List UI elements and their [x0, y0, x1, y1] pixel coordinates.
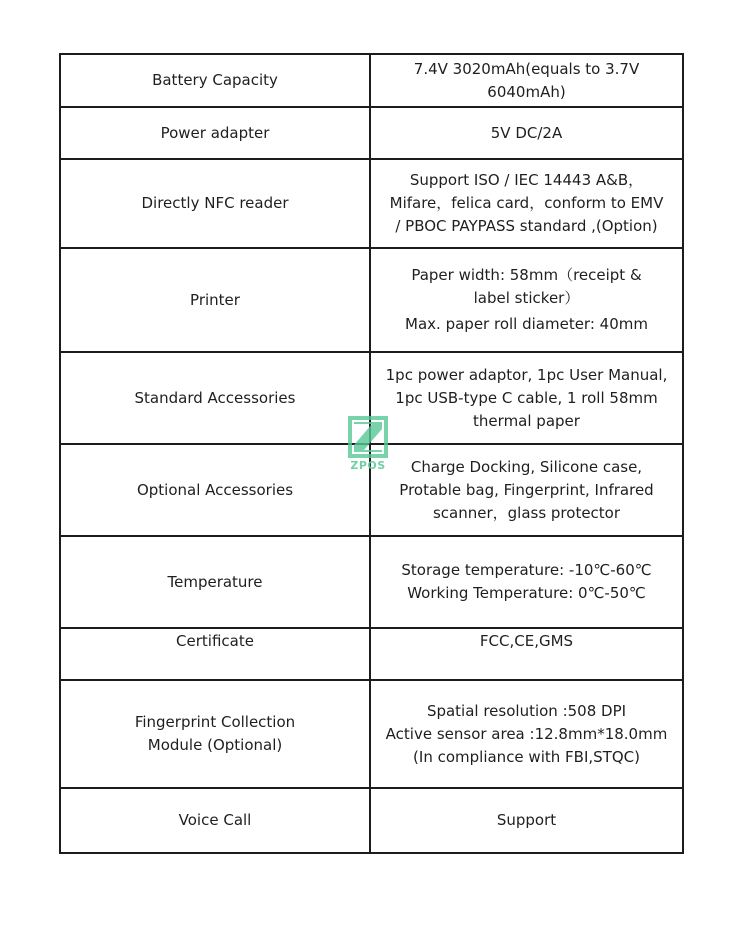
- spec-value: Spatial resolution :508 DPI: [426, 701, 627, 720]
- table-row: [60, 680, 683, 788]
- spec-label: Power adapter: [160, 123, 270, 142]
- spec-value: Max. paper roll diameter: 40mm: [405, 315, 648, 333]
- spec-value: label sticker）: [473, 289, 580, 307]
- spec-value: scanner，glass protector: [432, 503, 621, 522]
- spec-value-cell: [370, 628, 683, 680]
- table-row: [60, 788, 683, 853]
- spec-label: Certificate: [176, 632, 254, 650]
- spec-value-cell: [370, 680, 683, 788]
- spec-label-cell: [60, 248, 370, 352]
- spec-value-cell: [370, 536, 683, 628]
- spec-value: 1pc USB-type C cable, 1 roll 58mm: [395, 388, 658, 407]
- table-row: [60, 248, 683, 352]
- spec-value-cell: [370, 248, 683, 352]
- spec-value-cell: [370, 159, 683, 248]
- spec-value: FCC,CE,GMS: [479, 632, 574, 650]
- spec-table: [59, 53, 684, 854]
- spec-label: Fingerprint Collection: [134, 713, 296, 731]
- spec-value: (In compliance with FBI,STQC): [413, 747, 640, 766]
- spec-value: Paper width: 58mm（receipt &: [411, 266, 642, 284]
- spec-value: Mifare，felica card，conform to EMV: [389, 194, 664, 212]
- spec-label: Module (Optional): [147, 736, 283, 754]
- spec-value: 5V DC/2A: [490, 123, 563, 142]
- spec-label-cell: [60, 54, 370, 107]
- table-row: [60, 444, 683, 536]
- spec-label-cell: [60, 159, 370, 248]
- spec-label-cell: [60, 107, 370, 159]
- table-row: [60, 352, 683, 444]
- spec-value: Support: [496, 811, 557, 829]
- spec-label: Optional Accessories: [136, 480, 294, 499]
- table-row: [60, 159, 683, 248]
- spec-label-cell: [60, 680, 370, 788]
- spec-value-cell: [370, 788, 683, 853]
- spec-value-cell: [370, 352, 683, 444]
- spec-value: / PBOC PAYPASS standard ,(Option): [395, 217, 658, 235]
- table-row: [60, 628, 683, 680]
- spec-value: Working Temperature: 0℃-50℃: [407, 584, 646, 602]
- spec-value: 7.4V 3020mAh(equals to 3.7V: [413, 59, 640, 78]
- spec-value-cell: [370, 444, 683, 536]
- spec-value: Active sensor area :12.8mm*18.0mm: [385, 724, 668, 743]
- spec-label: Standard Accessories: [134, 388, 296, 407]
- spec-label: Battery Capacity: [152, 71, 278, 89]
- spec-value: Charge Docking, Silicone case,: [410, 457, 643, 476]
- table-row: [60, 107, 683, 159]
- spec-value: Storage temperature: -10℃-60℃: [401, 561, 652, 579]
- spec-value: thermal paper: [473, 411, 580, 430]
- spec-label-cell: [60, 444, 370, 536]
- spec-value: 1pc power adaptor, 1pc User Manual,: [385, 365, 668, 384]
- table-row: [60, 54, 683, 107]
- spec-label-cell: [60, 536, 370, 628]
- spec-label: Voice Call: [178, 811, 252, 829]
- spec-value: Protable bag, Fingerprint, Infrared: [399, 480, 654, 499]
- table-row: [60, 536, 683, 628]
- spec-label: Temperature: [167, 572, 263, 591]
- spec-value: Support ISO / IEC 14443 A&B，: [409, 171, 644, 189]
- spec-label-cell: [60, 352, 370, 444]
- spec-value-cell: [370, 54, 683, 107]
- spec-label: Printer: [190, 290, 240, 309]
- spec-label: Directly NFC reader: [141, 194, 289, 212]
- spec-value-cell: [370, 107, 683, 159]
- spec-label-cell: [60, 788, 370, 853]
- spec-value: 6040mAh): [487, 82, 566, 101]
- watermark-text: ZPOS: [350, 459, 386, 472]
- spec-label-cell: [60, 628, 370, 680]
